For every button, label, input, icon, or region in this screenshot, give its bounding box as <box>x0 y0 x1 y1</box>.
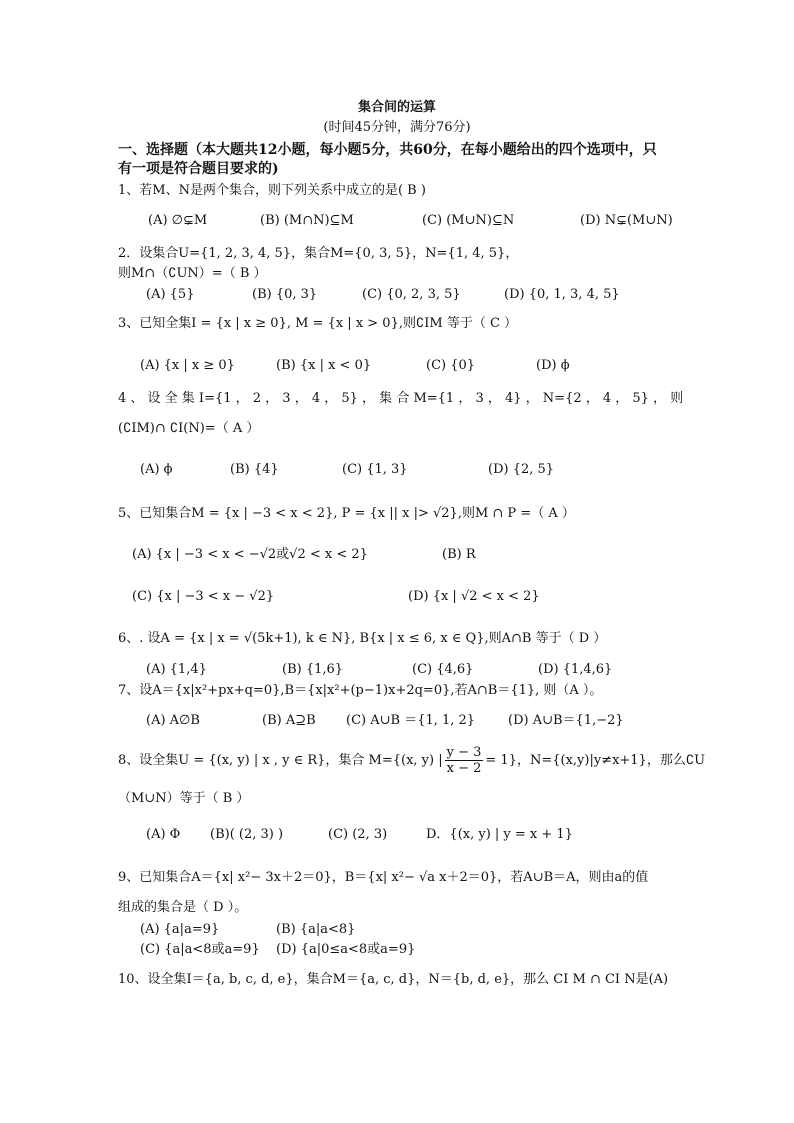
q3-option-a: (A) {x | x ≥ 0} <box>140 358 235 373</box>
q8-option-b: (B)( (2, 3) ) <box>210 827 284 842</box>
q5-option-c: (C) {x | −3 < x − √2} <box>132 589 275 604</box>
q1-stem: 1、若M、N是两个集合，则下列关系中成立的是( B ) <box>118 183 426 198</box>
q8-stem-post: = 1}，N={(x,y)|y≠x+1}，那么∁U <box>485 753 706 768</box>
q8-stem-line2: （M∪N）等于（ B ） <box>118 791 250 806</box>
q8-fraction-denominator: x − 2 <box>446 761 482 776</box>
q8-option-c: (C) (2, 3) <box>328 827 388 842</box>
q4-stem: 4 、 设 全 集 I={1 ， 2 ， 3 ， 4 ， 5} ， 集 合 M={1 ， 3 ， 4} ， N={2 ， 4 ， 5} ， 则 <box>118 391 684 406</box>
q2-stem-line2: 则M∩（∁UN）=（ B ） <box>118 266 267 281</box>
section-heading-line1: 一、选择题（本大题共12小题，每小题5分，共60分，在每小题给出的四个选项中，只 <box>118 142 657 158</box>
q9-option-a: (A) {a|a=9} <box>140 922 220 937</box>
section-heading-line2: 有一项是符合题目要求的) <box>118 161 279 177</box>
q8-stem-pre: 8、设全集U = {(x, y) | x , y ∈ R}，集合 M={(x, y) | <box>118 753 443 768</box>
q4-option-a: (A) ϕ <box>140 462 173 477</box>
q8-fraction <box>445 745 484 776</box>
q4-stem-line2: (∁IM)∩ ∁I(N)=（ A ） <box>118 421 260 436</box>
q6-option-c: (C) {4,6} <box>412 662 474 677</box>
q8-stem <box>118 744 705 778</box>
q5-option-a: (A) {x | −3 < x < −√2或√2 < x < 2} <box>132 547 368 562</box>
q2-option-b: (B) {0, 3} <box>252 287 318 302</box>
q4-option-c: (C) {1, 3} <box>342 462 408 477</box>
q2-option-c: (C) {0, 2, 3, 5} <box>362 287 461 302</box>
q1-option-a: (A) ∅⊊M <box>148 213 208 228</box>
q1-option-d: (D) N⊊(M∪N) <box>580 213 673 228</box>
q3-stem: 3、已知全集I = {x | x ≥ 0}, M = {x | x > 0},则∁IM 等于（ C ） <box>118 316 518 331</box>
q7-option-b: (B) A⊇B <box>262 713 316 728</box>
q6-stem: 6、. 设A = {x | x = √(5k+1), k ∈ N}, B{x | x ≤ 6, x ∈ Q},则A∩B 等于（ D ） <box>118 631 607 646</box>
q6-option-b: (B) {1,6} <box>282 662 344 677</box>
q4-option-b: (B) {4} <box>230 462 279 477</box>
q8-fraction-numerator: y − 3 <box>446 745 482 760</box>
q3-option-d: (D) ϕ <box>536 358 570 373</box>
q5-option-b: (B) R <box>442 547 476 562</box>
q3-option-b: (B) {x | x < 0} <box>276 358 372 373</box>
q2-stem: 2．设集合U={1, 2, 3, 4, 5}，集合M={0, 3, 5}，N={1, 4, 5}， <box>118 246 519 261</box>
q6-option-d: (D) {1,4,6} <box>538 662 613 677</box>
q9-option-b: (B) {a|a<8} <box>276 922 356 937</box>
q9-option-d: (D) {a|0≤a<8或a=9} <box>276 942 416 957</box>
q8-option-a: (A) Φ <box>146 827 181 842</box>
q10-stem: 10、设全集I＝{a, b, c, d, e}，集合M＝{a, c, d}，N＝{b, d, e}，那么 CI M ∩ CI N是(A) <box>118 972 669 987</box>
page-subtitle: (时间45分钟，满分76分) <box>323 120 471 135</box>
q3-option-c: (C) {0} <box>426 358 476 373</box>
q7-stem: 7、设A＝{x|x²+px+q=0},B＝{x|x²+(p−1)x+2q=0},若A∩B＝{1}, 则（A ）。 <box>118 683 603 698</box>
q4-option-d: (D) {2, 5} <box>488 462 555 477</box>
q9-option-c: (C) {a|a<8或a=9} <box>140 942 260 957</box>
q1-option-b: (B) (M∩N)⊆M <box>260 213 354 228</box>
q1-option-c: (C) (M∪N)⊆N <box>422 213 515 228</box>
q7-option-d: (D) A∪B＝{1,−2} <box>508 713 624 728</box>
q9-stem: 9、已知集合A＝{x| x²− 3x＋2＝0}，B＝{x| x²− √a x＋2＝0}，若A∪B＝A，则由a的值 <box>118 870 649 885</box>
q2-option-a: (A) {5} <box>146 287 195 302</box>
q5-option-d: (D) {x | √2 < x < 2} <box>408 589 540 604</box>
q2-option-d: (D) {0, 1, 3, 4, 5} <box>504 287 620 302</box>
q7-option-c: (C) A∪B ＝{1, 1, 2} <box>346 713 476 728</box>
q6-option-a: (A) {1,4} <box>146 662 207 677</box>
q5-stem: 5、已知集合M = {x | −3 < x < 2}, P = {x || x |> √2},则M ∩ P =（ A ） <box>118 506 575 521</box>
q8-option-d: D．{(x, y) | y = x + 1} <box>426 827 573 842</box>
q9-stem-line2: 组成的集合是（ D ）。 <box>118 900 248 915</box>
q7-option-a: (A) A∅B <box>146 713 200 728</box>
page-title: 集合间的运算 <box>357 100 436 115</box>
